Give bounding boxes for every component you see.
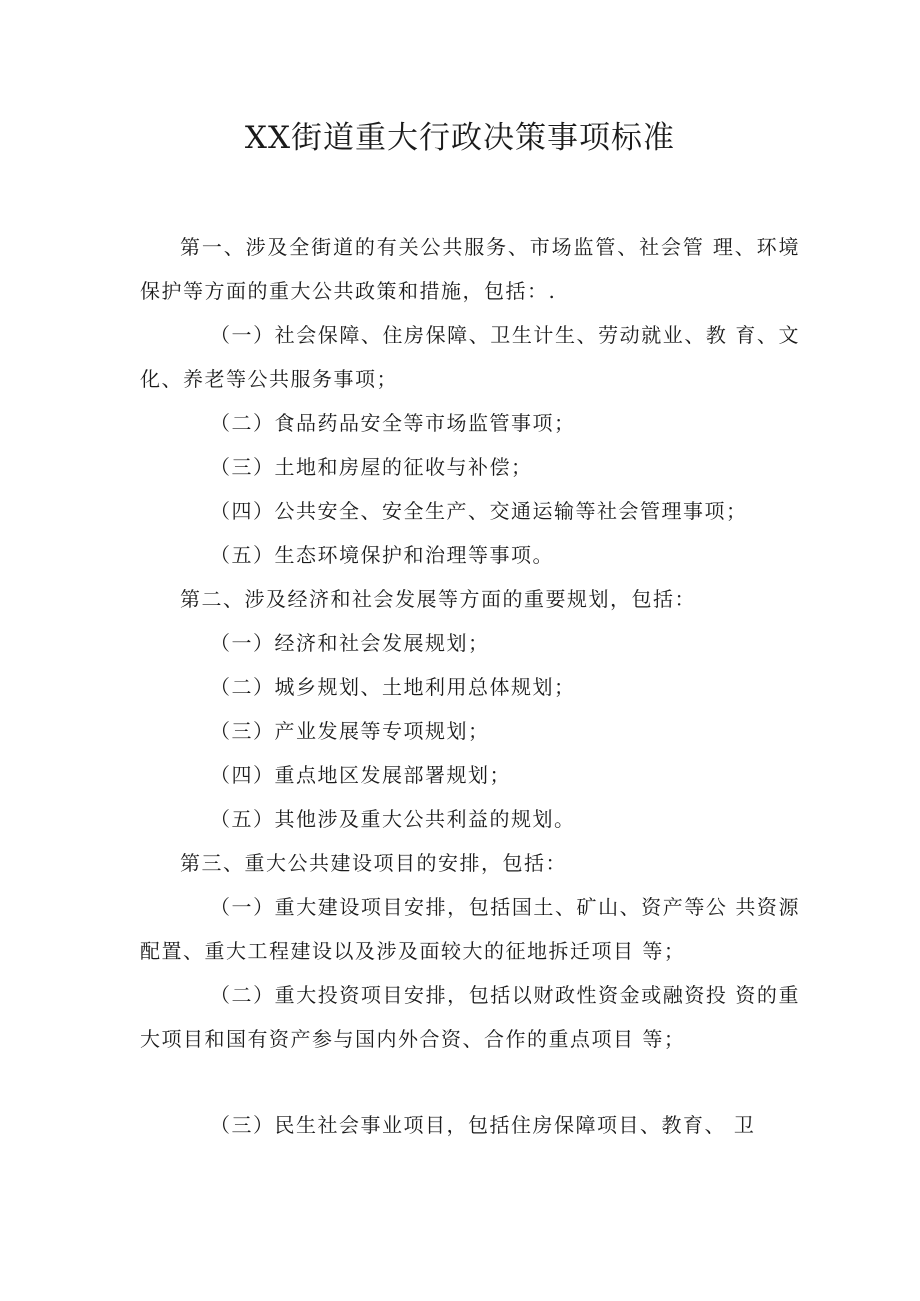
document-body: [140, 225, 800, 1147]
section-3-item-2: （二）重大投资项目安排，包括以财政性资金或融资投 资的重大项目和国有资产参与国内外合资、合作的重点项目 等；: [140, 983, 800, 1051]
section-1-heading: 第一、涉及全街道的有关公共服务、市场监管、社会管 理、环境保护等方面的重大公共政策和措施，包括：.: [140, 235, 800, 303]
section-1-item-4: （四）公共安全、安全生产、交通运输等社会管理事项；: [210, 499, 748, 523]
section-3-heading: 第三、重大公共建设项目的安排，包括：: [180, 851, 567, 875]
section-3-item-3: （三）民生社会事业项目，包括住房保障项目、教育、 卫: [210, 1113, 756, 1137]
section-2-heading: 第二、涉及经济和社会发展等方面的重要规划，包括：: [180, 587, 696, 611]
section-1-item-5: （五）生态环境保护和治理等事项。: [210, 543, 554, 567]
paragraph-gap: [140, 1061, 800, 1103]
section-2-item-5: （五）其他涉及重大公共利益的规划。: [210, 807, 576, 831]
section-2-item-4: （四）重点地区发展部署规划；: [210, 763, 511, 787]
document-title: XX街道重大行政决策事项标准: [244, 120, 676, 156]
section-1-item-2: （二）食品药品安全等市场监管事项；: [210, 411, 576, 435]
section-1-item-1: （一）社会保障、住房保障、卫生计生、劳动就业、教 育、文化、养老等公共服务事项；: [140, 323, 800, 391]
section-2-item-1: （一）经济和社会发展规划；: [210, 631, 490, 655]
section-3-item-1: （一）重大建设项目安排，包括国土、矿山、资产等公 共资源配置、重大工程建设以及涉及面较大的征地拆迁项目 等；: [140, 895, 800, 963]
section-1-item-3: （三）土地和房屋的征收与补偿；: [210, 455, 533, 479]
section-2-item-2: （二）城乡规划、土地利用总体规划；: [210, 675, 576, 699]
section-2-item-3: （三）产业发展等专项规划；: [210, 719, 490, 743]
